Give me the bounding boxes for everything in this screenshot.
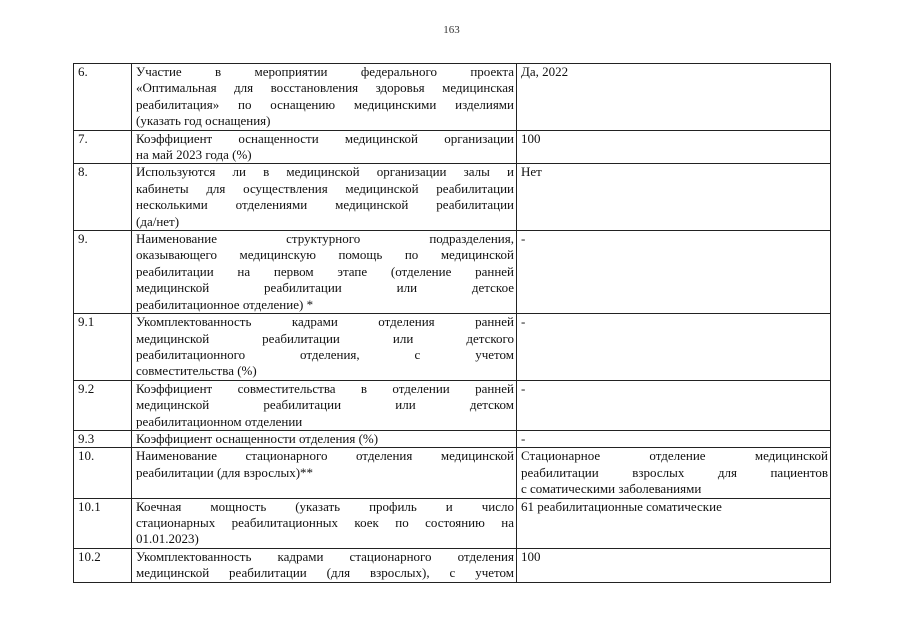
row-value [517,380,831,430]
row-number: 9. [74,231,132,314]
description-line: реабилитация» по оснащению медицинскими изделиями [136,96,514,112]
description-line: Коэффициент оснащенности медицинской организации [136,130,514,146]
description-line: реабилитационное отделение) * [136,296,314,312]
row-value [517,231,831,314]
row-number: 10.1 [74,498,132,548]
description-line: медицинской реабилитации (для взрослых), с учетом [136,565,514,581]
value-text: - [521,380,526,396]
table-row [74,130,831,164]
page-number: 163 [443,24,460,36]
value-line: реабилитации взрослых для пациентов [521,464,828,480]
description-line: реабилитации на первом этапе (отделение ранней [136,263,514,279]
description-line: «Оптимальная для восстановления здоровья медицинская [136,80,514,96]
row-value [517,430,831,447]
row-number: 10. [74,448,132,498]
description-line: Наименование стационарного отделения медицинской [136,448,514,464]
value-text: - [521,430,526,446]
table-row [74,380,831,430]
description-line: медицинской реабилитации или детском [136,397,514,413]
value-text: 61 реабилитационные соматические [521,498,722,514]
value-text: 100 [521,548,541,564]
row-description [132,64,517,131]
description-line: медицинской реабилитации или детского [136,330,514,346]
row-number: 7. [74,130,132,164]
value-text: - [521,314,526,330]
description-line: Коэффициент совместительства в отделении ранней [136,380,514,396]
description-line: стационарных реабилитационных коек по состоянию на [136,514,514,530]
description-line: несколькими отделениями медицинской реабилитации [136,197,514,213]
table-row [74,164,831,231]
description-line: совместительства (%) [136,363,257,379]
description-line: Участие в мероприятии федерального проекта [136,64,514,79]
row-number: 8. [74,164,132,231]
rehabilitation-indicators-table [73,63,831,583]
row-description [132,130,517,164]
row-description [132,430,517,447]
row-value [517,448,831,498]
row-number: 9.1 [74,314,132,381]
description-line: Наименование структурного подразделения, [136,231,514,247]
row-value [517,64,831,131]
description-line: Коэффициент оснащенности отделения (%) [136,430,379,446]
table-row [74,448,831,498]
description-line: 01.01.2023) [136,531,199,547]
row-description [132,548,517,582]
table-row [74,548,831,582]
table-row [74,231,831,314]
row-value [517,164,831,231]
description-line: медицинской реабилитации или детское [136,280,514,296]
value-text: Да, 2022 [521,64,569,79]
row-description [132,380,517,430]
description-line: кабинеты для осуществления медицинской реабилитации [136,180,514,196]
row-value [517,498,831,548]
table-row [74,498,831,548]
value-text: 100 [521,130,541,146]
row-description [132,498,517,548]
description-line: оказывающего медицинскую помощь по медицинской [136,247,514,263]
value-line: с соматическими заболеваниями [521,481,702,497]
description-line: (указать год оснащения) [136,113,271,129]
table-row [74,314,831,381]
description-line: реабилитационном отделении [136,413,303,429]
description-line: Укомплектованность кадрами отделения ранней [136,314,514,330]
row-description [132,231,517,314]
description-line: (да/нет) [136,213,180,229]
description-line: на май 2023 года (%) [136,147,252,163]
row-value [517,548,831,582]
description-line: реабилитации (для взрослых)** [136,464,314,480]
row-description [132,314,517,381]
row-number: 9.2 [74,380,132,430]
row-value [517,314,831,381]
description-line: Используются ли в медицинской организации залы и [136,164,514,180]
value-line: Стационарное отделение медицинской [521,448,828,464]
description-line: Коечная мощность (указать профиль и число [136,498,514,514]
table-row [74,64,831,131]
row-description [132,164,517,231]
row-number: 9.3 [74,430,132,447]
description-line: реабилитационного отделения, с учетом [136,346,514,362]
table-row [74,430,831,447]
description-line: Укомплектованность кадрами стационарного отделения [136,548,514,564]
row-value [517,130,831,164]
row-number: 10.2 [74,548,132,582]
row-description [132,448,517,498]
value-text: Нет [521,164,542,180]
row-number: 6. [74,64,132,131]
value-text: - [521,231,526,247]
